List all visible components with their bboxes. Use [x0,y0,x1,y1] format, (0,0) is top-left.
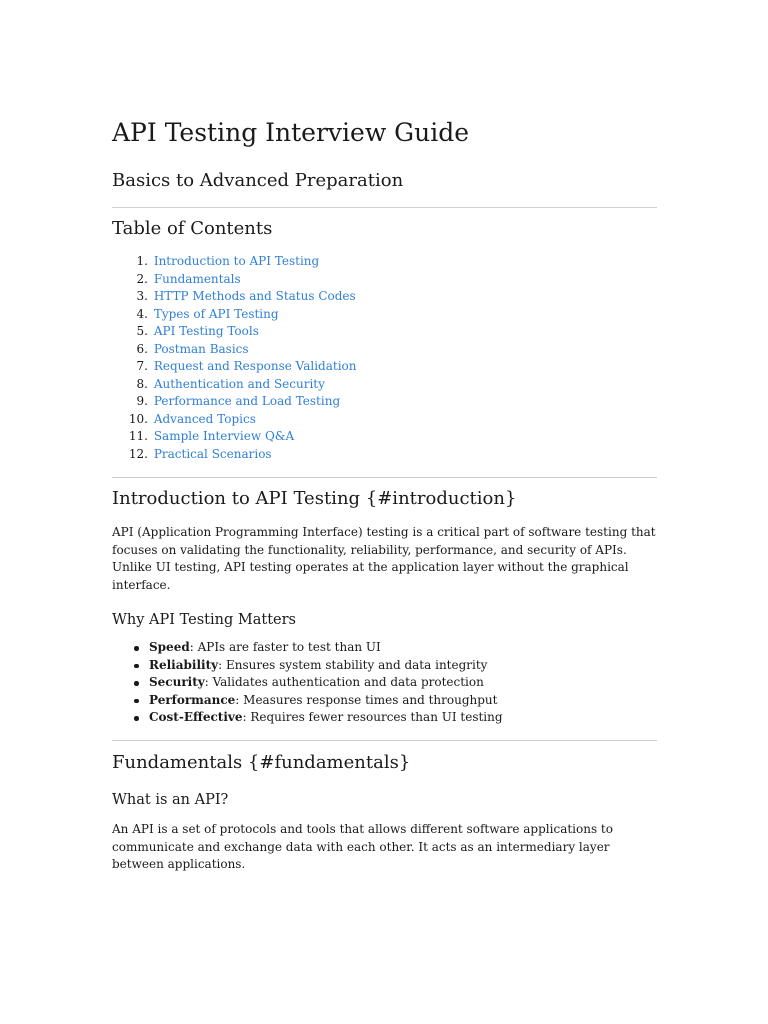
toc-item: 7. Request and Response Validation [136,359,357,373]
fundamentals-heading: Fundamentals {#fundamentals} [112,752,411,773]
what-is-api-heading: What is an API? [112,792,229,808]
bullet-icon [134,646,139,651]
document-subtitle: Basics to Advanced Preparation [112,170,404,191]
bullet-icon [134,664,139,669]
divider [112,477,657,478]
list-item: Cost-Effective: Requires fewer resources than UI testing [112,709,503,727]
list-item: Reliability: Ensures system stability and data integrity [112,657,503,675]
toc-link-validation[interactable]: Request and Response Validation [153,359,357,373]
toc-heading: Table of Contents [112,218,273,239]
toc-item: 3. HTTP Methods and Status Codes [136,289,356,303]
divider [112,207,657,208]
toc-link-scenarios[interactable]: Practical Scenarios [153,446,272,461]
toc-link-authentication[interactable]: Authentication and Security [153,376,325,391]
toc-link-postman[interactable]: Postman Basics [153,341,249,356]
list-item: Speed: APIs are faster to test than UI [112,639,503,657]
toc-list [112,253,357,463]
toc-item: 11. Sample Interview Q&A [128,429,295,443]
toc-link-types[interactable]: Types of API Testing [153,306,279,321]
toc-link-performance[interactable]: Performance and Load Testing [153,394,341,408]
toc-link-introduction[interactable]: Introduction to API Testing [153,254,320,268]
toc-link-sample-qa[interactable]: Sample Interview Q&A [153,429,295,443]
introduction-paragraph: API (Application Programming Interface) testing is a critical part of software testing that focuses on validating the functionality, reliability, performance, and security of APIs. Unlike UI testing, API testing operates at the application layer without the graphical interface. [112,525,656,592]
list-item: Performance: Measures response times and throughput [112,692,503,710]
toc-item: 9. Performance and Load Testing [136,394,341,408]
why-api-testing-list [112,639,503,727]
toc-item: 5. API Testing Tools [136,324,259,338]
toc-item: 6. Postman Basics [136,341,249,356]
list-item: Security: Validates authentication and data protection [112,674,503,692]
toc-link-fundamentals[interactable]: Fundamentals [153,271,241,286]
toc-link-tools[interactable]: API Testing Tools [153,324,259,338]
introduction-heading: Introduction to API Testing {#introduction} [112,488,517,509]
toc-item: 8. Authentication and Security [136,376,325,391]
toc-link-advanced[interactable]: Advanced Topics [153,411,256,426]
document-title: API Testing Interview Guide [112,118,470,147]
toc-item: 12. Practical Scenarios [128,446,272,461]
toc-item: 2. Fundamentals [136,271,241,286]
bullet-icon [134,716,139,721]
fundamentals-paragraph: An API is a set of protocols and tools that allows different software applications to communicate and exchange data with each other. It acts as an intermediary layer between applications. [112,822,613,871]
toc-item: 1. Introduction to API Testing [136,254,320,268]
bullet-icon [134,699,139,704]
divider [112,740,657,741]
why-api-testing-heading: Why API Testing Matters [112,612,296,628]
toc-item: 4. Types of API Testing [136,306,279,321]
toc-item: 10. Advanced Topics [128,411,256,426]
bullet-icon [134,681,139,686]
toc-link-http-methods[interactable]: HTTP Methods and Status Codes [153,289,356,303]
